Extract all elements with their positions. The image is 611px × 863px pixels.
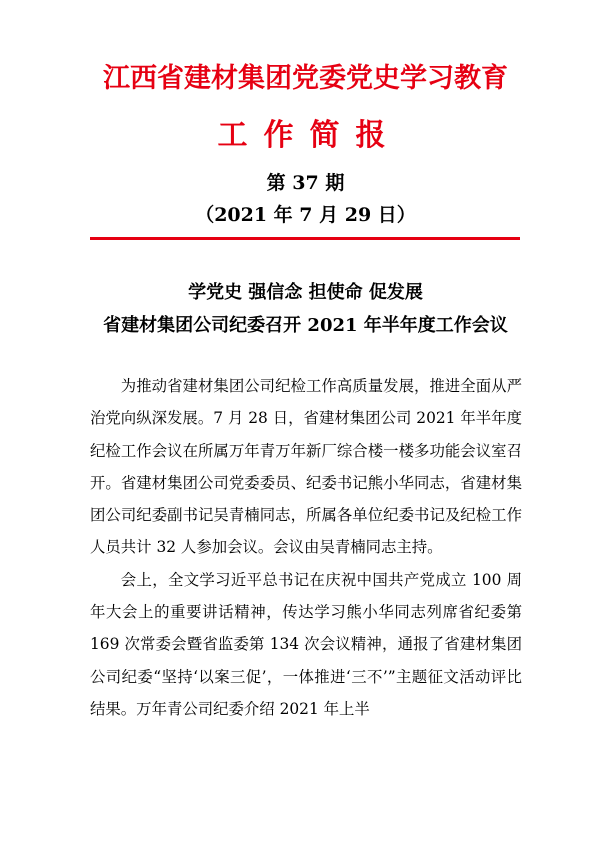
issue-date: （2021 年 7 月 29 日） [195,204,416,226]
paragraph: 为推动省建材集团公司纪检工作高质量发展，推进全面从严治党向纵深发展。7 月 28 日，省建材集团公司 2021 年半年度纪检工作会议在所属万年青万年新厂综合楼一楼多功能会议室召开。省建材集团公司党委委员、纪委书记熊小华同志，省建材集团公司纪委副书记吴青楠同志，所属各单位纪委书记及纪检工作人员共计 32 人参加会议。会议由吴青楠同志主持。 [90,377,522,557]
bulletin-title: 江西省建材集团党委党史学习教育 [103,63,508,94]
article-slogan: 学党史 强信念 担使命 促发展 [188,282,423,303]
bulletin-subtitle: 工作简报 [217,118,402,153]
article-body [90,370,522,725]
article-title: 省建材集团公司纪委召开 2021 年半年度工作会议 [103,315,508,336]
paragraph: 会上，全文学习近平总书记在庆祝中国共产党成立 100 周年大会上的重要讲话精神，传达学习熊小华同志列席省纪委第 169 次常委会暨省监委第 134 次会议精神，通报了省建材集团公司纪委“坚持‘以案三促’，一体推进‘三不’”主题征文活动评比结果。万年青公司纪委介绍 2021 年上半 [90,570,522,718]
red-divider [90,237,520,240]
issue-number: 第 37 期 [266,172,345,194]
